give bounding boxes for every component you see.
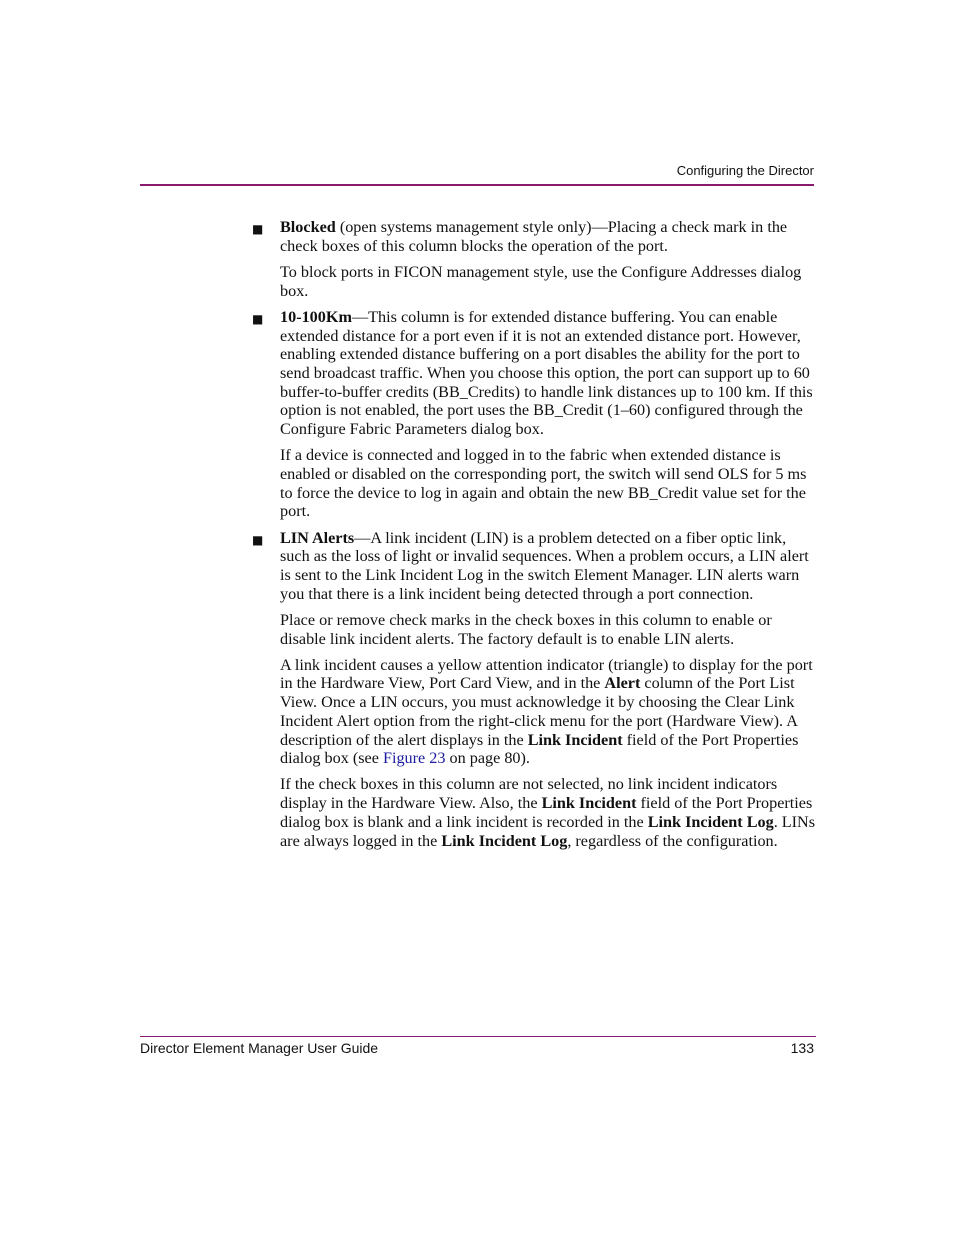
paragraph: Blocked (open systems management style only)—Placing a check mark in the check boxes of this column blocks the operation of the port. xyxy=(280,218,788,255)
list-item-blocked xyxy=(252,218,816,300)
footer-title: Director Element Manager User Guide xyxy=(140,1040,379,1056)
list-item-lin-alerts xyxy=(252,528,816,851)
paragraph: If the check boxes in this column are not selected, no link incident indicators display in the Hardware View. Also, the Link Incident field of the Port Properties dialog box is blank and a link incident is recorded in the Link Incident Log. LINs are always logged in the Link Incident Log, regardless of the configuration. xyxy=(280,775,816,850)
body-content xyxy=(252,218,816,858)
term-10-100km: 10-100Km xyxy=(280,307,352,326)
bullet-square-icon: ■ xyxy=(252,222,264,236)
paragraph: If a device is connected and logged in to the fabric when extended distance is enabled or disabled on the corresponding port, the switch will send OLS for 5 ms to force the device to log in again and obtain the new BB_Credit value set for the port. xyxy=(280,446,807,521)
list-item-10-100km xyxy=(252,307,816,521)
paragraph: Place or remove check marks in the check boxes in this column to enable or disable link incident alerts. The factory default is to enable LIN alerts. xyxy=(280,610,772,648)
footer-rule xyxy=(140,1036,816,1037)
bullet-square-icon: ■ xyxy=(252,532,264,547)
running-header: Configuring the Director xyxy=(676,163,814,178)
bullet-square-icon: ■ xyxy=(252,311,264,326)
header-rule xyxy=(140,184,814,186)
paragraph: 10-100Km—This column is for extended distance buffering. You can enable extended distance for a port even if it is not an extended distance port. However, enabling extended distance buffering on a port disables the ability for the port to send broadcast traffic. When you choose this option, the port can support up to 60 buffer-to-buffer credits (BB_Credits) to handle link distances up to 100 km. If this option is not enabled, the port uses the BB_Credit (1–60) configured through the Configure Fabric Parameters dialog box. xyxy=(280,307,813,439)
paragraph: LIN Alerts—A link incident (LIN) is a problem detected on a fiber optic link, such as the loss of light or invalid sequences. When a problem occurs, a LIN alert is sent to the Link Incident Log in the switch Element Manager. LIN alerts warn you that there is a link incident being detected through a port connection. xyxy=(280,528,809,603)
page-number: 133 xyxy=(790,1040,814,1056)
term-blocked: Blocked xyxy=(280,218,336,236)
figure-23-link[interactable]: Figure 23 xyxy=(382,749,446,768)
paragraph: To block ports in FICON management style, use the Configure Addresses dialog box. xyxy=(280,262,802,300)
paragraph: A link incident causes a yellow attention indicator (triangle) to display for the port in the Hardware View, Port Card View, and in the Alert column of the Port List View. Once a LIN occurs, you must acknowledge it by choosing the Clear Link Incident Alert option from the right-click menu for the port (Hardware View). A description of the alert displays in the Link Incident field of the Port Properties dialog box (see Figure 23 on page 80). xyxy=(280,655,813,768)
term-lin-alerts: LIN Alerts xyxy=(280,528,355,547)
